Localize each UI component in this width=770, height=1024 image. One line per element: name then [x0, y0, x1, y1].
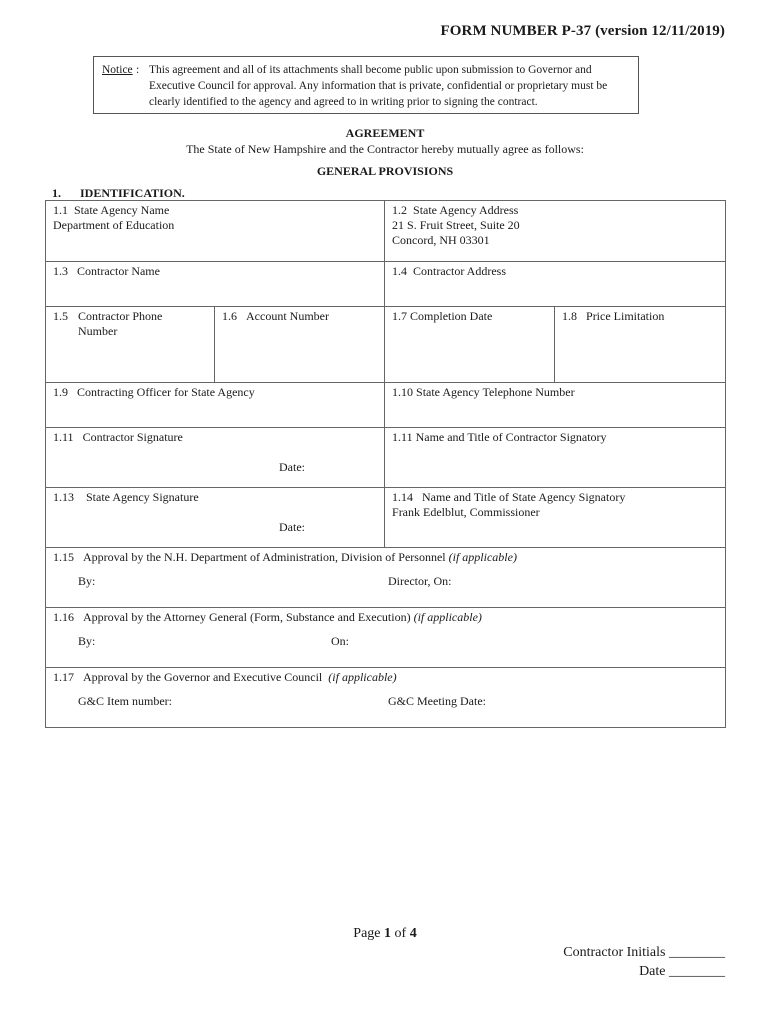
notice-box — [93, 56, 639, 114]
field-contracting-officer[interactable]: 1.9 Contracting Officer for State Agency — [46, 383, 385, 428]
field-contractor-phone[interactable]: 1.5 Contractor Phone Number — [46, 307, 215, 383]
contractor-initials-block — [563, 943, 725, 981]
section-title: IDENTIFICATION. — [80, 186, 185, 200]
state-agency-address-line2: Concord, NH 03301 — [392, 233, 490, 247]
state-agency-address-line1: 21 S. Fruit Street, Suite 20 — [392, 218, 520, 232]
gc-item-number-label: G&C Item number: — [78, 694, 172, 708]
contractor-signature-date-label: Date: — [279, 460, 305, 474]
approval-ag-by-label: By: — [78, 634, 96, 648]
notice-label: Notice — [102, 64, 133, 76]
agreement-intro: The State of New Hampshire and the Contractor hereby mutually agree as follows: — [186, 142, 584, 156]
field-state-agency-signatory[interactable]: 1.14 Name and Title of State Agency Signatory Frank Edelblut, Commissioner — [385, 488, 726, 548]
field-state-agency-signature[interactable]: 1.13 State Agency Signature Date: — [46, 488, 385, 548]
state-agency-signatory-value: Frank Edelblut, Commissioner — [392, 505, 540, 519]
notice-colon: : — [136, 64, 140, 76]
identification-table — [45, 200, 726, 728]
field-state-agency-address[interactable]: 1.2 State Agency Address 21 S. Fruit Street, Suite 20 Concord, NH 03301 — [385, 201, 726, 262]
section-number: 1. — [52, 186, 61, 200]
contractor-initials-line[interactable]: Contractor Initials ________ — [563, 945, 725, 960]
field-account-number[interactable]: 1.6 Account Number — [215, 307, 385, 383]
state-agency-name-value: Department of Education — [53, 218, 175, 232]
state-agency-signature-date-label: Date: — [279, 520, 305, 534]
field-completion-date[interactable]: 1.7 Completion Date — [385, 307, 555, 383]
initials-date-line[interactable]: Date ________ — [639, 964, 725, 979]
field-price-limitation[interactable]: 1.8 Price Limitation — [555, 307, 726, 383]
field-contractor-name[interactable]: 1.3 Contractor Name — [46, 262, 385, 307]
agreement-title: AGREEMENT — [345, 126, 425, 140]
approval-personnel-director-label: Director, On: — [388, 574, 452, 588]
approval-personnel-by-label: By: — [78, 574, 96, 588]
field-state-agency-telephone[interactable]: 1.10 State Agency Telephone Number — [385, 383, 726, 428]
field-approval-governor-council[interactable]: 1.17 Approval by the Governor and Executive Council (if applicable) G&C Item number: G&C Meeting Date: — [46, 668, 726, 728]
field-contractor-signature[interactable]: 1.11 Contractor Signature Date: — [46, 428, 385, 488]
form-number: FORM NUMBER P-37 (version 12/11/2019) — [440, 23, 725, 39]
field-approval-attorney-general[interactable]: 1.16 Approval by the Attorney General (Form, Substance and Execution) (if applicable) By: On: — [46, 608, 726, 668]
approval-ag-on-label: On: — [331, 634, 349, 648]
field-state-agency-name[interactable]: 1.1 State Agency Name Department of Education — [46, 201, 385, 262]
gc-meeting-date-label: G&C Meeting Date: — [388, 694, 486, 708]
notice-text: This agreement and all of its attachments shall become public upon submission to Governor and Executive Council for approval. Any information that is private, confidential or proprietary must be clearly identified to the agency and agreed to in writing prior to signing the contract. — [149, 64, 608, 108]
field-contractor-signatory[interactable]: 1.11 Name and Title of Contractor Signatory — [385, 428, 726, 488]
page-indicator: Page 1 of 4 — [353, 926, 417, 941]
section-heading — [52, 186, 185, 201]
field-contractor-address[interactable]: 1.4 Contractor Address — [385, 262, 726, 307]
general-provisions-title: GENERAL PROVISIONS — [316, 164, 454, 178]
field-approval-personnel[interactable]: 1.15 Approval by the N.H. Department of Administration, Division of Personnel (if applicable) By: Director, On: — [46, 548, 726, 608]
